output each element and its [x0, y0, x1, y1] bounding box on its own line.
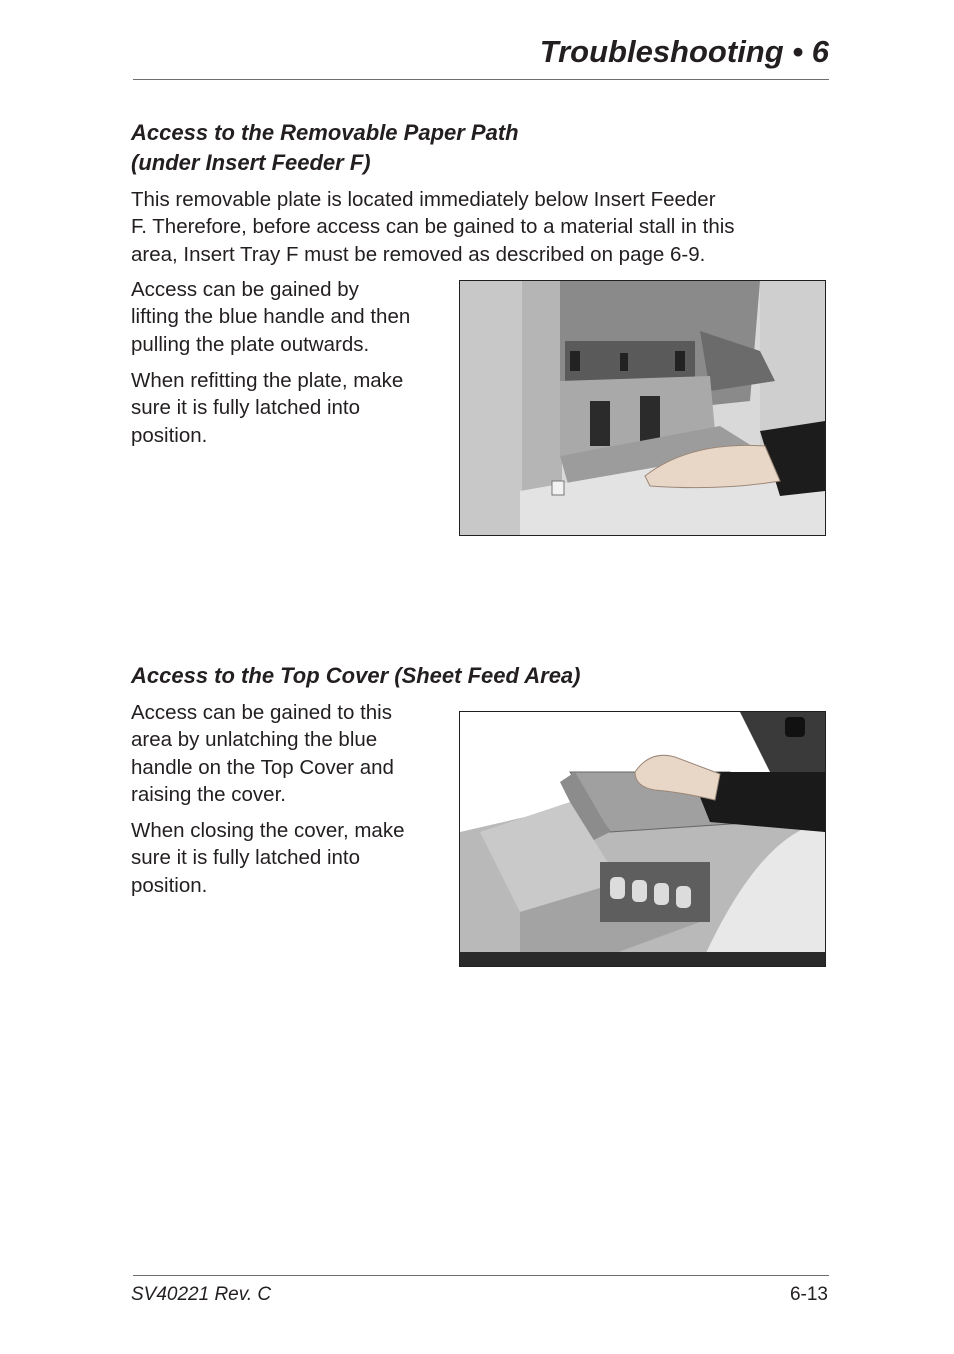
paper-path-photo — [459, 280, 826, 536]
para-line: sure it is fully latched into — [131, 396, 361, 420]
top-cover-photo — [459, 711, 826, 967]
section1-intro — [131, 186, 735, 268]
paper-path-illustration — [460, 281, 825, 535]
para-line: sure it is fully latched into — [131, 846, 361, 870]
section1-heading — [131, 118, 519, 178]
para-line: When closing the cover, make — [131, 819, 405, 842]
section1-para2 — [131, 367, 403, 449]
para-line: area by unlatching the blue — [131, 728, 378, 752]
para-line: pulling the plate outwards. — [131, 332, 370, 356]
section2-heading: Access to the Top Cover (Sheet Feed Area) — [131, 663, 581, 688]
intro-line-1: This removable plate is located immediately below Insert Feeder — [131, 188, 716, 211]
para-line: Access can be gained to this — [131, 701, 392, 724]
intro-line-2: F. Therefore, before access can be gained to a material stall in this — [131, 215, 735, 239]
para-line: position. — [131, 873, 208, 897]
section1-para1 — [131, 276, 410, 358]
para-line: handle on the Top Cover and — [131, 755, 394, 779]
top-cover-illustration — [460, 712, 825, 966]
header-divider — [133, 79, 829, 80]
section2-para1 — [131, 699, 394, 809]
intro-line-3: area, Insert Tray F must be removed as described on page 6-9. — [131, 242, 706, 266]
footer-divider — [133, 1275, 829, 1276]
para-line: lifting the blue handle and then — [131, 305, 411, 329]
section2-para2 — [131, 817, 404, 899]
section1-heading-line1: Access to the Removable Paper Path — [131, 120, 519, 145]
page-number: 6-13 — [789, 1284, 828, 1305]
section1-heading-line2: (under Insert Feeder F) — [131, 150, 371, 175]
para-line: When refitting the plate, make — [131, 369, 404, 392]
chapter-title: Troubleshooting • 6 — [539, 34, 829, 69]
para-line: Access can be gained by — [131, 278, 359, 301]
document-id: SV40221 Rev. C — [131, 1284, 272, 1305]
para-line: position. — [131, 423, 208, 447]
para-line: raising the cover. — [131, 783, 286, 807]
